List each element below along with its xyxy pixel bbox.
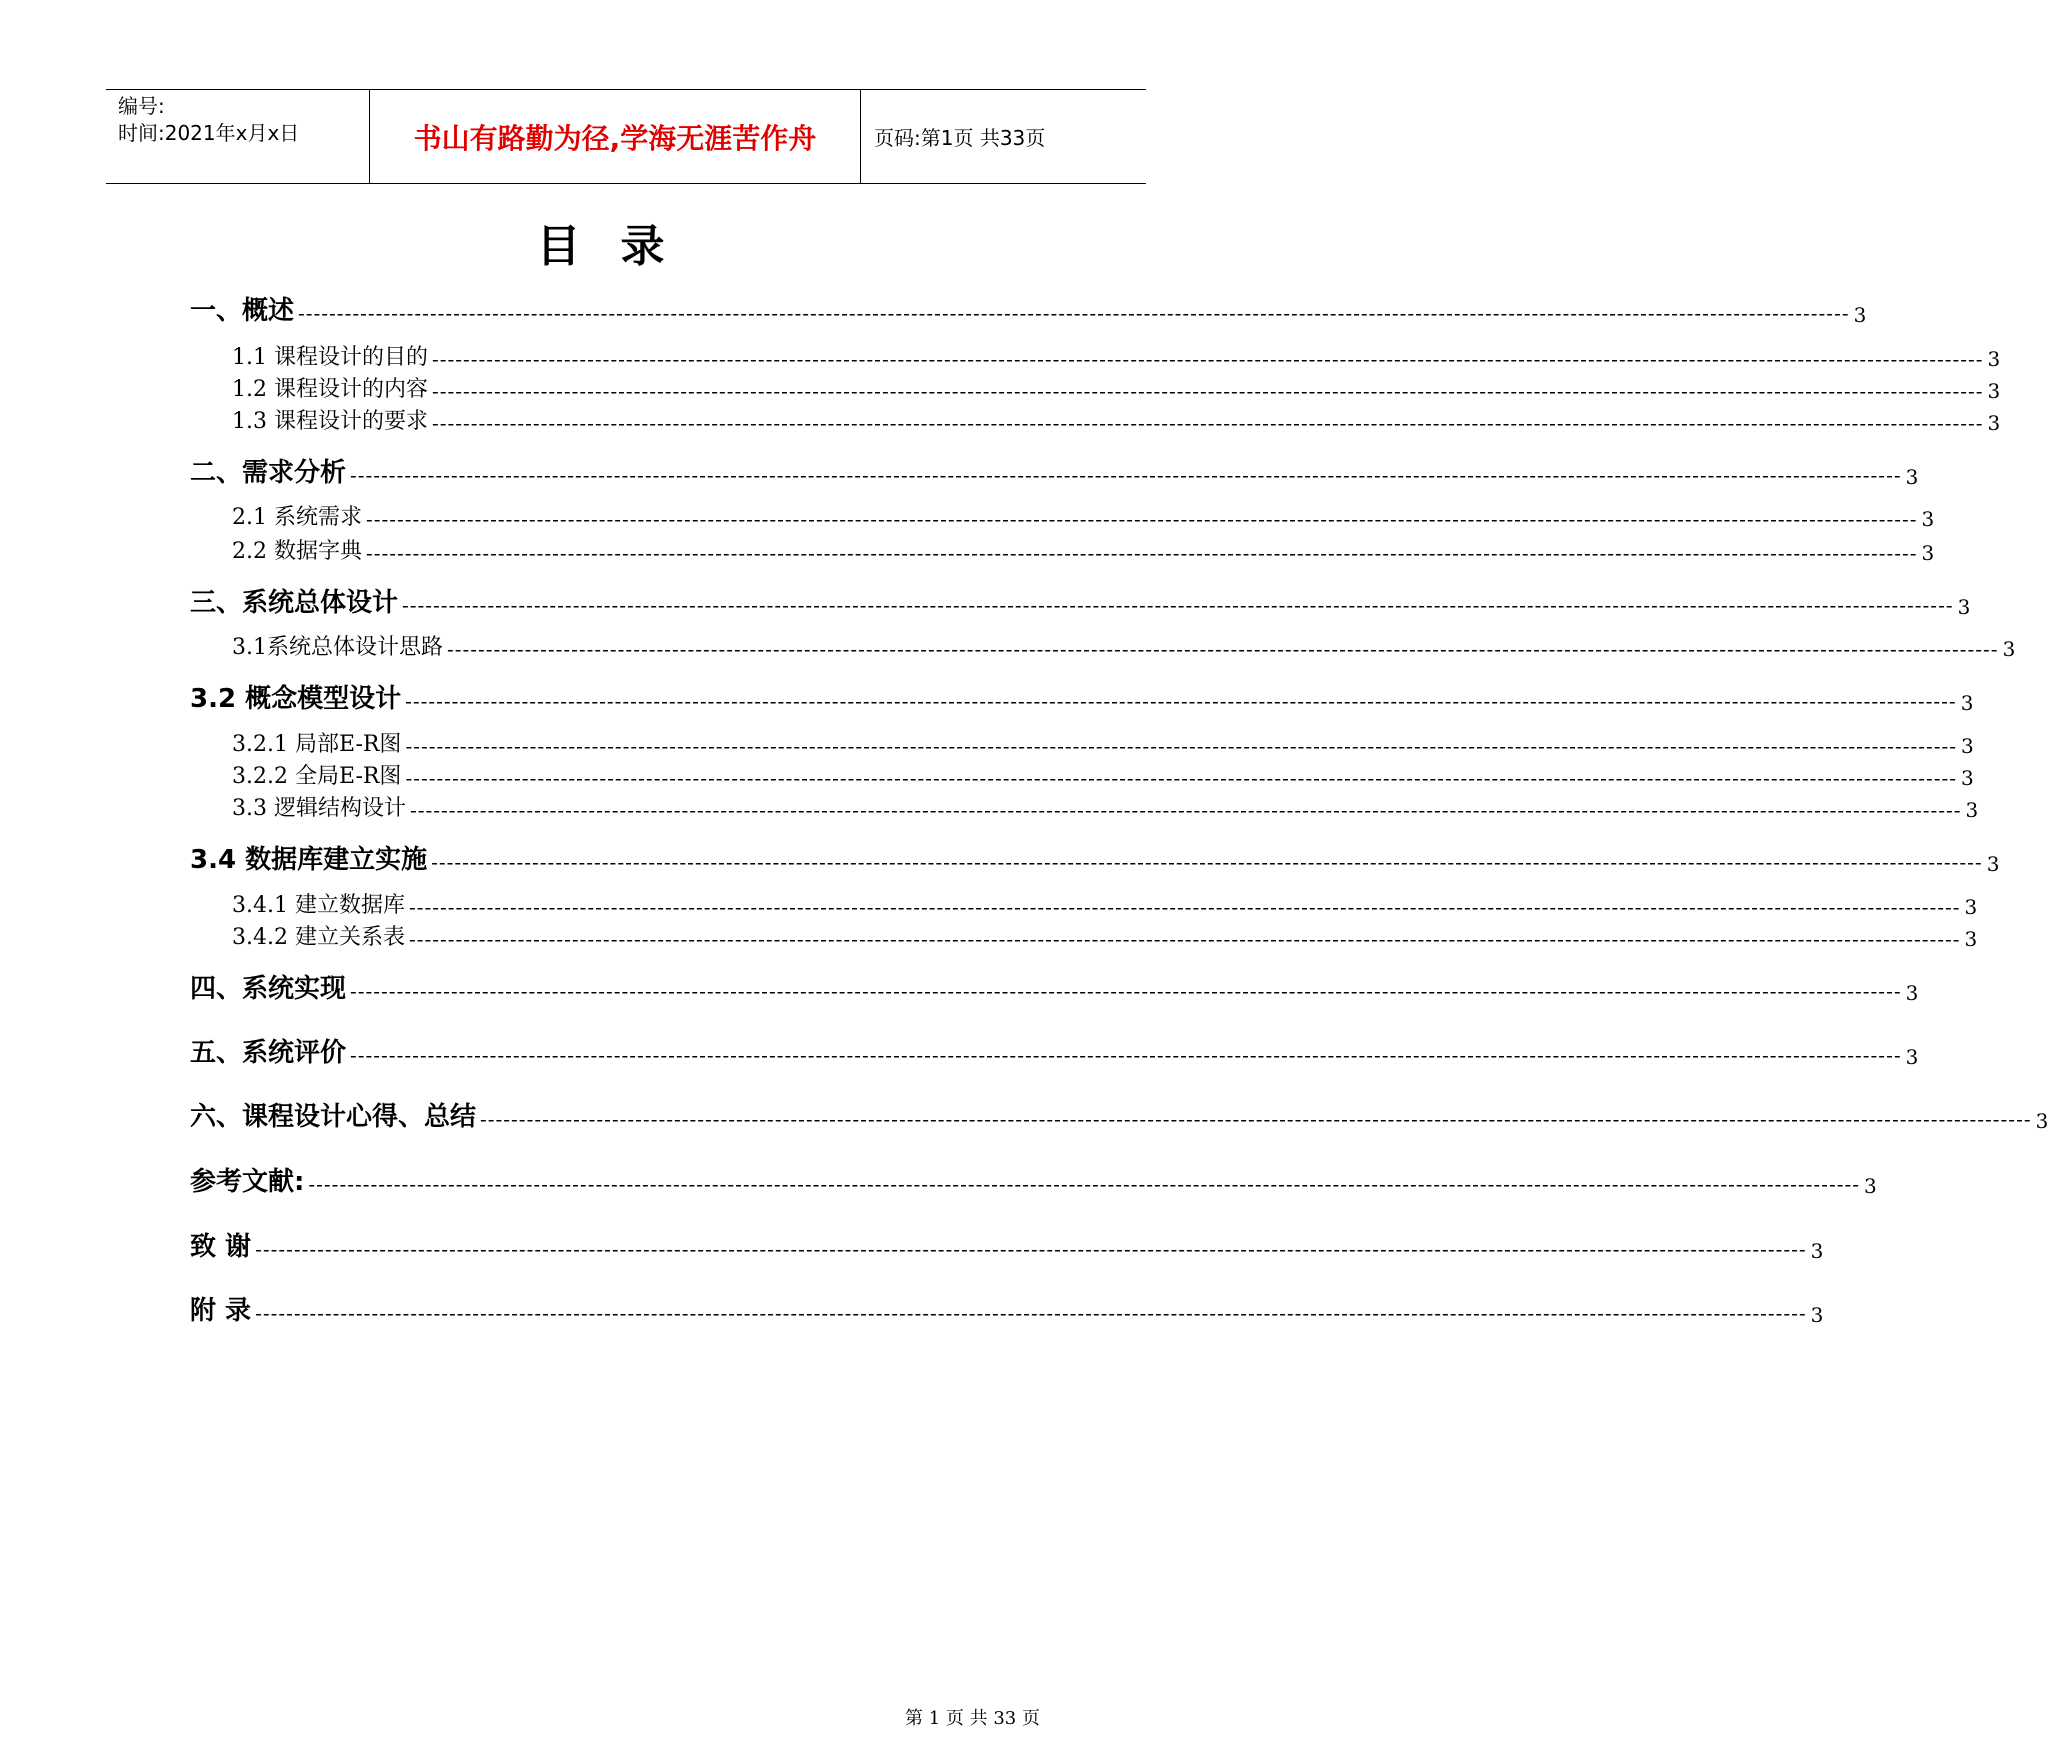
toc-entry-page: 3 bbox=[2002, 637, 2016, 661]
toc-entry-label: 3.1系统总体设计思路 bbox=[232, 635, 443, 660]
toc-entry-page: 3 bbox=[1905, 1045, 1919, 1069]
toc-entry-label: 四、系统实现 bbox=[190, 974, 347, 1004]
toc-leader-line: -------------------------------------------------------------------------------------------------------------------------------------------------------------------------------------------------------- bbox=[255, 1237, 1807, 1261]
toc-entry[interactable] bbox=[190, 888, 1978, 919]
toc-entry-page: 3 bbox=[1810, 1239, 1824, 1263]
toc-entry-page: 3 bbox=[1863, 1174, 1877, 1198]
toc-leader-line: -------------------------------------------------------------------------------------------------------------------------------------------------------------------------------------------------------- bbox=[405, 734, 1957, 758]
toc-entry-label: 附 录 bbox=[190, 1296, 252, 1326]
toc-entry-page: 3 bbox=[1964, 895, 1978, 919]
toc-entry-page: 3 bbox=[1987, 379, 2001, 403]
toc-entry[interactable] bbox=[190, 404, 2001, 435]
toc-entry-page: 3 bbox=[1921, 541, 1935, 565]
toc-entry[interactable] bbox=[190, 630, 2016, 661]
toc-leader-line: -------------------------------------------------------------------------------------------------------------------------------------------------------------------------------------------------------- bbox=[480, 1107, 2032, 1131]
toc-entry-label: 致 谢 bbox=[190, 1232, 252, 1262]
toc-entry-page: 3 bbox=[1965, 798, 1979, 822]
toc-entry-label: 参考文献: bbox=[190, 1167, 305, 1197]
toc-entry-label: 1.1 课程设计的目的 bbox=[232, 345, 428, 370]
header-motto: 书山有路勤为径,学海无涯苦作舟 bbox=[370, 90, 861, 183]
toc-entry[interactable] bbox=[190, 759, 1974, 790]
toc-entry-page: 3 bbox=[1853, 303, 1867, 327]
toc-leader-line: -------------------------------------------------------------------------------------------------------------------------------------------------------------------------------------------------------- bbox=[405, 689, 1957, 713]
toc-leader-line: -------------------------------------------------------------------------------------------------------------------------------------------------------------------------------------------------------- bbox=[431, 411, 1984, 435]
toc-entry-page: 3 bbox=[1986, 852, 2000, 876]
toc-entry[interactable] bbox=[190, 500, 1935, 531]
toc-entry[interactable] bbox=[190, 582, 1971, 619]
toc-leader-line: -------------------------------------------------------------------------------------------------------------------------------------------------------------------------------------------------------- bbox=[350, 1043, 1902, 1067]
header-time: 时间:2021年x月x日 bbox=[118, 121, 300, 145]
toc-entry[interactable] bbox=[190, 839, 2000, 876]
toc-entry-page: 3 bbox=[1810, 1303, 1824, 1327]
toc-entry-page: 3 bbox=[1987, 411, 2001, 435]
toc-entry-page: 3 bbox=[1961, 766, 1974, 790]
toc-entry-label: 3.4 数据库建立实施 bbox=[190, 845, 428, 875]
toc-leader-line: -------------------------------------------------------------------------------------------------------------------------------------------------------------------------------------------------------- bbox=[431, 347, 1984, 371]
toc-entry-page: 3 bbox=[1905, 981, 1919, 1005]
toc-leader-line: -------------------------------------------------------------------------------------------------------------------------------------------------------------------------------------------------------- bbox=[308, 1172, 1860, 1196]
toc-entry-page: 3 bbox=[1961, 734, 1974, 758]
toc-entry-label: 2.1 系统需求 bbox=[232, 505, 362, 530]
toc-leader-line: -------------------------------------------------------------------------------------------------------------------------------------------------------------------------------------------------------- bbox=[431, 379, 1984, 403]
toc-entry-page: 3 bbox=[1921, 507, 1935, 531]
toc-entry[interactable] bbox=[190, 791, 1979, 822]
toc-entry-label: 1.3 课程设计的要求 bbox=[232, 409, 428, 434]
toc-entry-label: 2.2 数据字典 bbox=[232, 539, 362, 564]
toc-entry[interactable] bbox=[190, 678, 1974, 715]
toc-leader-line: -------------------------------------------------------------------------------------------------------------------------------------------------------------------------------------------------------- bbox=[402, 593, 1954, 617]
toc-leader-line: -------------------------------------------------------------------------------------------------------------------------------------------------------------------------------------------------------- bbox=[447, 637, 1999, 661]
toc-entry-label: 3.4.1 建立数据库 bbox=[232, 893, 405, 918]
toc-entry-label: 3.3 逻辑结构设计 bbox=[232, 796, 406, 821]
toc-entry-page: 3 bbox=[1960, 691, 1974, 715]
toc-entry-label: 六、课程设计心得、总结 bbox=[190, 1102, 477, 1132]
toc-title: 目录 bbox=[536, 221, 705, 272]
toc-entry-label: 一、概述 bbox=[190, 296, 295, 326]
toc-leader-line: -------------------------------------------------------------------------------------------------------------------------------------------------------------------------------------------------------- bbox=[405, 766, 1957, 790]
toc-leader-line: -------------------------------------------------------------------------------------------------------------------------------------------------------------------------------------------------------- bbox=[255, 1301, 1807, 1325]
toc-entry[interactable] bbox=[190, 340, 2001, 371]
toc-entry[interactable] bbox=[190, 1226, 1824, 1263]
toc-entry[interactable] bbox=[190, 920, 1978, 951]
toc-entry-label: 三、系统总体设计 bbox=[190, 588, 399, 618]
header-number: 编号: bbox=[118, 94, 165, 118]
toc-entry[interactable] bbox=[190, 534, 1935, 565]
toc-entry-page: 3 bbox=[1905, 465, 1919, 489]
toc-leader-line: -------------------------------------------------------------------------------------------------------------------------------------------------------------------------------------------------------- bbox=[350, 463, 1902, 487]
toc-entry-label: 五、系统评价 bbox=[190, 1038, 347, 1068]
toc-entry[interactable] bbox=[190, 452, 1919, 489]
toc-entry[interactable] bbox=[190, 1290, 1824, 1327]
toc-leader-line: -------------------------------------------------------------------------------------------------------------------------------------------------------------------------------------------------------- bbox=[431, 850, 1983, 874]
toc-entry-label: 3.2 概念模型设计 bbox=[190, 684, 402, 714]
page-header bbox=[106, 89, 1146, 184]
toc-leader-line: -------------------------------------------------------------------------------------------------------------------------------------------------------------------------------------------------------- bbox=[365, 507, 1918, 531]
toc-entry[interactable] bbox=[190, 1161, 1877, 1198]
toc-leader-line: -------------------------------------------------------------------------------------------------------------------------------------------------------------------------------------------------------- bbox=[365, 541, 1918, 565]
toc-entry[interactable] bbox=[190, 1096, 2048, 1133]
toc-entry-label: 3.2.2 全局E-R图 bbox=[232, 764, 402, 789]
toc-entry-label: 3.4.2 建立关系表 bbox=[232, 925, 405, 950]
toc-leader-line: -------------------------------------------------------------------------------------------------------------------------------------------------------------------------------------------------------- bbox=[408, 927, 1961, 951]
toc-leader-line: -------------------------------------------------------------------------------------------------------------------------------------------------------------------------------------------------------- bbox=[350, 979, 1902, 1003]
toc-leader-line: -------------------------------------------------------------------------------------------------------------------------------------------------------------------------------------------------------- bbox=[298, 301, 1850, 325]
toc-entry-page: 3 bbox=[2035, 1109, 2048, 1133]
toc-entry[interactable] bbox=[190, 727, 1974, 758]
toc-entry-label: 1.2 课程设计的内容 bbox=[232, 377, 428, 402]
header-page-info: 页码:第1页 共33页 bbox=[874, 126, 1046, 150]
toc-entry[interactable] bbox=[190, 968, 1919, 1005]
toc-entry-label: 二、需求分析 bbox=[190, 458, 347, 488]
toc-entry[interactable] bbox=[190, 372, 2001, 403]
toc-entry-label: 3.2.1 局部E-R图 bbox=[232, 732, 402, 757]
toc-entry-page: 3 bbox=[1987, 347, 2001, 371]
toc-leader-line: -------------------------------------------------------------------------------------------------------------------------------------------------------------------------------------------------------- bbox=[409, 798, 1962, 822]
header-meta bbox=[106, 90, 370, 183]
toc-entry-page: 3 bbox=[1964, 927, 1978, 951]
toc-leader-line: -------------------------------------------------------------------------------------------------------------------------------------------------------------------------------------------------------- bbox=[408, 895, 1961, 919]
toc-entry[interactable] bbox=[190, 1032, 1919, 1069]
toc-entry[interactable] bbox=[190, 290, 1867, 327]
toc-entry-page: 3 bbox=[1957, 595, 1971, 619]
page-footer: 第 1 页 共 33 页 bbox=[905, 1708, 1040, 1729]
